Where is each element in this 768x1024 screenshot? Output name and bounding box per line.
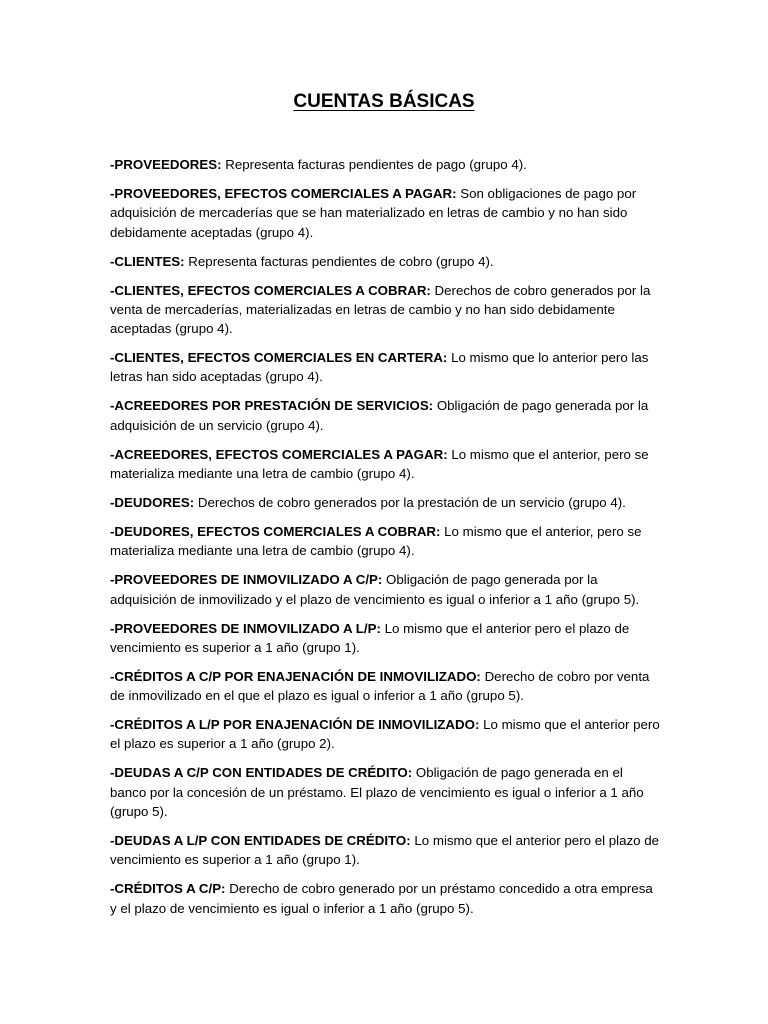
- account-term: -PROVEEDORES, EFECTOS COMERCIALES A PAGAR:: [110, 185, 457, 201]
- page-title-text: CUENTAS BÁSICAS: [293, 91, 475, 112]
- account-entry-deudas-cp-entidades-credito: [110, 763, 660, 821]
- account-description: Derechos de cobro generados por la prestación de un servicio (grupo 4).: [194, 494, 626, 510]
- account-entry-deudas-lp-entidades-credito: [110, 831, 660, 870]
- account-description: Son obligaciones de pago por adquisición de mercaderías que se han materializado en letras de cambio y no han sido debidamente aceptadas (grupo 4).: [110, 185, 637, 240]
- account-description: Derecho de cobro por venta de inmovilizado en el que el plazo es igual o inferior a 1 año (grupo 5).: [110, 668, 650, 704]
- account-description: Obligación de pago generada por la adquisición de inmovilizado y el plazo de vencimiento es igual o inferior a 1 año (grupo 5).: [110, 572, 640, 607]
- page-title: [0, 88, 768, 116]
- account-description: Lo mismo que el anterior, pero se materializa mediante una letra de cambio (grupo 4).: [110, 523, 642, 559]
- account-term: -CLIENTES, EFECTOS COMERCIALES A COBRAR:: [110, 282, 431, 298]
- account-entry-deudores: [110, 493, 660, 512]
- account-term: -CLIENTES:: [110, 253, 185, 269]
- account-term: -CRÉDITOS A L/P POR ENAJENACIÓN DE INMOVILIZADO:: [110, 717, 480, 733]
- account-term: -CRÉDITOS A C/P POR ENAJENACIÓN DE INMOVILIZADO:: [110, 668, 481, 684]
- account-entry-proveedores-efectos-pagar: [110, 184, 660, 242]
- account-entry-proveedores-inmovilizado-cp: [110, 570, 660, 609]
- account-description: Lo mismo que el anterior pero el plazo de vencimiento es superior a 1 año (grupo 1).: [110, 832, 660, 868]
- account-term: -DEUDORES:: [110, 494, 195, 510]
- account-entry-clientes-efectos-cobrar: [110, 281, 660, 339]
- account-description: Derechos de cobro generados por la venta de mercaderías, materializadas en letras de cambio y no han sido debidamente aceptadas (grupo 4).: [110, 282, 651, 337]
- account-entry-acreedores-efectos-pagar: [110, 445, 660, 484]
- account-term: -ACREEDORES POR PRESTACIÓN DE SERVICIOS:: [110, 398, 434, 414]
- account-description: Derecho de cobro generado por un préstamo concedido a otra empresa y el plazo de vencimiento es igual o inferior a 1 año (grupo 5).: [110, 881, 653, 916]
- account-entry-deudores-efectos-cobrar: [110, 522, 660, 561]
- account-description: Lo mismo que el anterior, pero se materializa mediante una letra de cambio (grupo 4).: [110, 446, 649, 481]
- account-list: [110, 155, 660, 928]
- account-term: -DEUDORES, EFECTOS COMERCIALES A COBRAR:: [110, 523, 441, 539]
- account-entry-creditos-lp-enajenacion: [110, 715, 660, 754]
- account-entry-clientes-efectos-cartera: [110, 348, 660, 387]
- account-entry-creditos-cp-enajenacion: [110, 667, 660, 706]
- account-entry-proveedores: [110, 155, 660, 174]
- account-description: Representa facturas pendientes de pago (grupo 4).: [221, 157, 527, 172]
- account-entry-clientes: [110, 252, 660, 271]
- account-term: -DEUDAS A L/P CON ENTIDADES DE CRÉDITO:: [110, 832, 411, 848]
- account-term: -CLIENTES, EFECTOS COMERCIALES EN CARTERA:: [110, 350, 448, 366]
- account-entry-creditos-cp: [110, 879, 660, 918]
- account-entry-acreedores-servicios: [110, 396, 660, 435]
- account-description: Obligación de pago generada en el banco por la concesión de un préstamo. El plazo de vencimiento es igual o inferior a 1 año (grupo 5).: [110, 765, 644, 819]
- account-term: -PROVEEDORES DE INMOVILIZADO A C/P:: [110, 572, 383, 588]
- account-description: Representa facturas pendientes de cobro (grupo 4).: [184, 253, 494, 269]
- account-term: -PROVEEDORES DE INMOVILIZADO A L/P:: [110, 620, 381, 636]
- account-term: -ACREEDORES, EFECTOS COMERCIALES A PAGAR:: [110, 446, 448, 462]
- account-description: Lo mismo que el anterior pero el plazo es superior a 1 año (grupo 2).: [110, 717, 660, 752]
- account-term: -DEUDAS A C/P CON ENTIDADES DE CRÉDITO:: [110, 765, 413, 781]
- account-entry-proveedores-inmovilizado-lp: [110, 619, 660, 658]
- account-term: -PROVEEDORES:: [110, 157, 222, 172]
- account-term: -CRÉDITOS A C/P:: [110, 881, 226, 897]
- account-description: Obligación de pago generada por la adquisición de un servicio (grupo 4).: [110, 398, 649, 433]
- account-description: Lo mismo que lo anterior pero las letras han sido aceptadas (grupo 4).: [110, 350, 649, 385]
- account-description: Lo mismo que el anterior pero el plazo de vencimiento es superior a 1 año (grupo 1).: [110, 620, 630, 655]
